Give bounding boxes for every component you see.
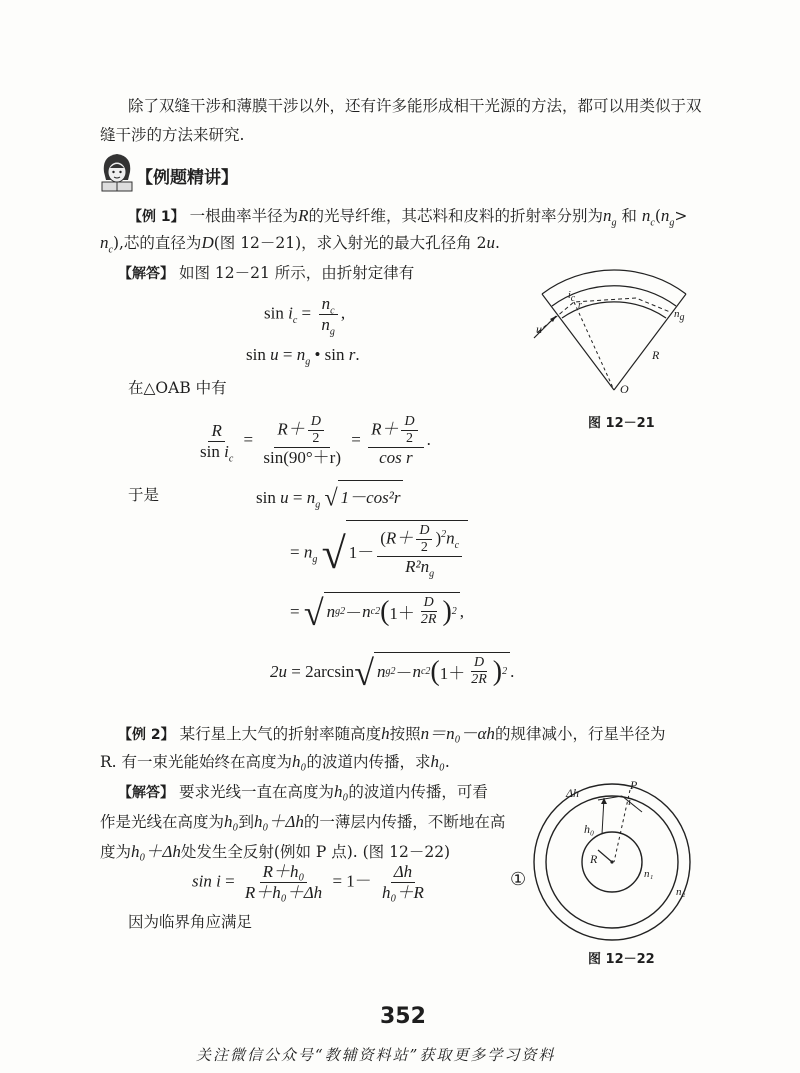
- fig22-label-R: R: [590, 852, 598, 866]
- eq-sine-rule: $\frac{R}{\sin i_c}$ = R＋ $\frac{D}{2}$ sin(90°＋r) = R＋ $\frac{D}{2}$ cos r .: [200, 414, 431, 467]
- fig22-label-h0: h₀: [584, 822, 595, 836]
- var-nc: $n_c$: [641, 206, 655, 229]
- fig22-label-n1: n₁: [644, 868, 654, 880]
- cond-gt: >: [674, 207, 688, 225]
- solution1-line: [118, 263, 414, 284]
- figure-12-22: [532, 778, 696, 942]
- example1-text-a: 一根曲率半径为: [189, 207, 299, 225]
- example1-and: 和: [621, 207, 637, 225]
- solution2-line-3: 度为h₀＋Δh处发生全反射(例如 P 点). (图 12－22): [100, 842, 451, 861]
- eq-sin-ic: $\sin i_c$ = $\frac{n_c}{n_g}$ ,: [264, 294, 346, 338]
- example2-tag: 【例 2】: [118, 727, 175, 743]
- in-triangle: 在△OAB 中有: [128, 379, 227, 397]
- var-D: D: [201, 233, 214, 252]
- eq-step-2: = $n_g$ √ 1－ (R＋ $\frac{D}{2}$ )$^2n_c$ $R^2n_g$: [290, 520, 468, 579]
- fig21-label-ng: $n_g$: [674, 308, 685, 324]
- example1-tag: 【例 1】: [128, 209, 185, 225]
- example1-text-b: 的光导纤维，其芯料和皮料的折射率分别为: [308, 207, 603, 225]
- solution2-tag: 【解答】: [118, 785, 174, 801]
- footer-watermark: 关注微信公众号“教辅资料站”获取更多学习资料: [196, 1046, 556, 1064]
- intro-line-2: 缝干涉的方法来研究.: [100, 126, 245, 144]
- figure-12-22-caption: 图 12－22: [588, 952, 655, 967]
- cond-open: (: [654, 207, 661, 225]
- student-reading-icon: [98, 150, 136, 194]
- example1-line-2: $n_c$),芯的直径为D(图 12－21)，求入射光的最大孔径角 2u.: [100, 233, 500, 256]
- solution1-text: 如图 12－21 所示，由折射定律有: [178, 264, 415, 282]
- eq-step-3: = √ n g 2 － n c 2 ( 1＋ $\frac{D}{2R}$ ) 2 ,: [290, 593, 465, 633]
- fig22-label-n2: n₂: [676, 886, 686, 898]
- eq-sin-i: sin i = $\frac{\text{R＋h₀}}{\text{R＋h₀＋Δh}}$ = 1－ $\frac{\Delta h}{\text{h₀＋R}}$: [192, 862, 424, 902]
- example1-line2-a: ),芯的直径为: [112, 234, 202, 252]
- figure-12-21: [528, 268, 700, 404]
- var-R: R: [298, 206, 309, 225]
- fig21-label-u: u: [536, 322, 542, 336]
- fig22-label-dh: Δh: [566, 786, 580, 800]
- example2-line-2: R. 有一束光能始终在高度为h₀的波道内传播，求h₀.: [100, 752, 450, 771]
- var-ng: $n_g$: [602, 206, 617, 229]
- solution2-line-2: 作是光线在高度为h₀到h₀＋Δh的一薄层内传播，不断地在高: [100, 812, 506, 831]
- example2-line-1: 【例 2】 某行星上大气的折射率随高度h按照n＝n₀－αh的规律减小，行星半径为: [118, 724, 666, 743]
- section-title: 【例题精讲】: [136, 168, 238, 188]
- because-line: 因为临界角应满足: [128, 913, 253, 931]
- fig22-label-i: i: [628, 796, 632, 808]
- figure-12-21-caption: 图 12－21: [588, 416, 655, 431]
- example1-line-1: 【例 1】 一根曲率半径为R的光导纤维，其芯料和皮料的折射率分别为$n_g$ 和 $n_c(n_g>$: [128, 206, 688, 229]
- eq-final: 2u = 2arcsin√ n g 2 － n c 2 ( 1＋ $\frac{D}{2R}$ ) 2 .: [270, 653, 515, 693]
- intro-line-1: 除了双缝干涉和薄膜干涉以外，还有许多能形成相干光源的方法，都可以用类似于双: [128, 97, 702, 115]
- yushi: 于是: [128, 486, 160, 504]
- fig21-label-O: O: [620, 382, 629, 396]
- equation-number-1: ①: [510, 869, 527, 890]
- solution1-tag: 【解答】: [118, 266, 174, 282]
- solution2-line-1: 【解答】 要求光线一直在高度为h₀的波道内传播，可看: [118, 782, 488, 801]
- example1-line2-b: (图 12－21)，求入射光的最大孔径角 2: [213, 234, 487, 252]
- fig21-label-R: R: [652, 348, 660, 362]
- example2-formula: n＝n₀－αh: [420, 724, 495, 743]
- fig22-label-P: P: [630, 778, 638, 792]
- eq-sin-u: $\sin u = n_g$ • sin r.: [246, 345, 360, 368]
- fig21-label-r: r: [578, 300, 582, 311]
- var-u: u: [486, 233, 495, 252]
- fig21-label-ic: $i_c$: [568, 290, 576, 304]
- page-number: 352: [380, 1004, 426, 1029]
- eq-sin-u-sqrt: $\sin u = n_g$ √ 1－cos²r: [256, 480, 403, 513]
